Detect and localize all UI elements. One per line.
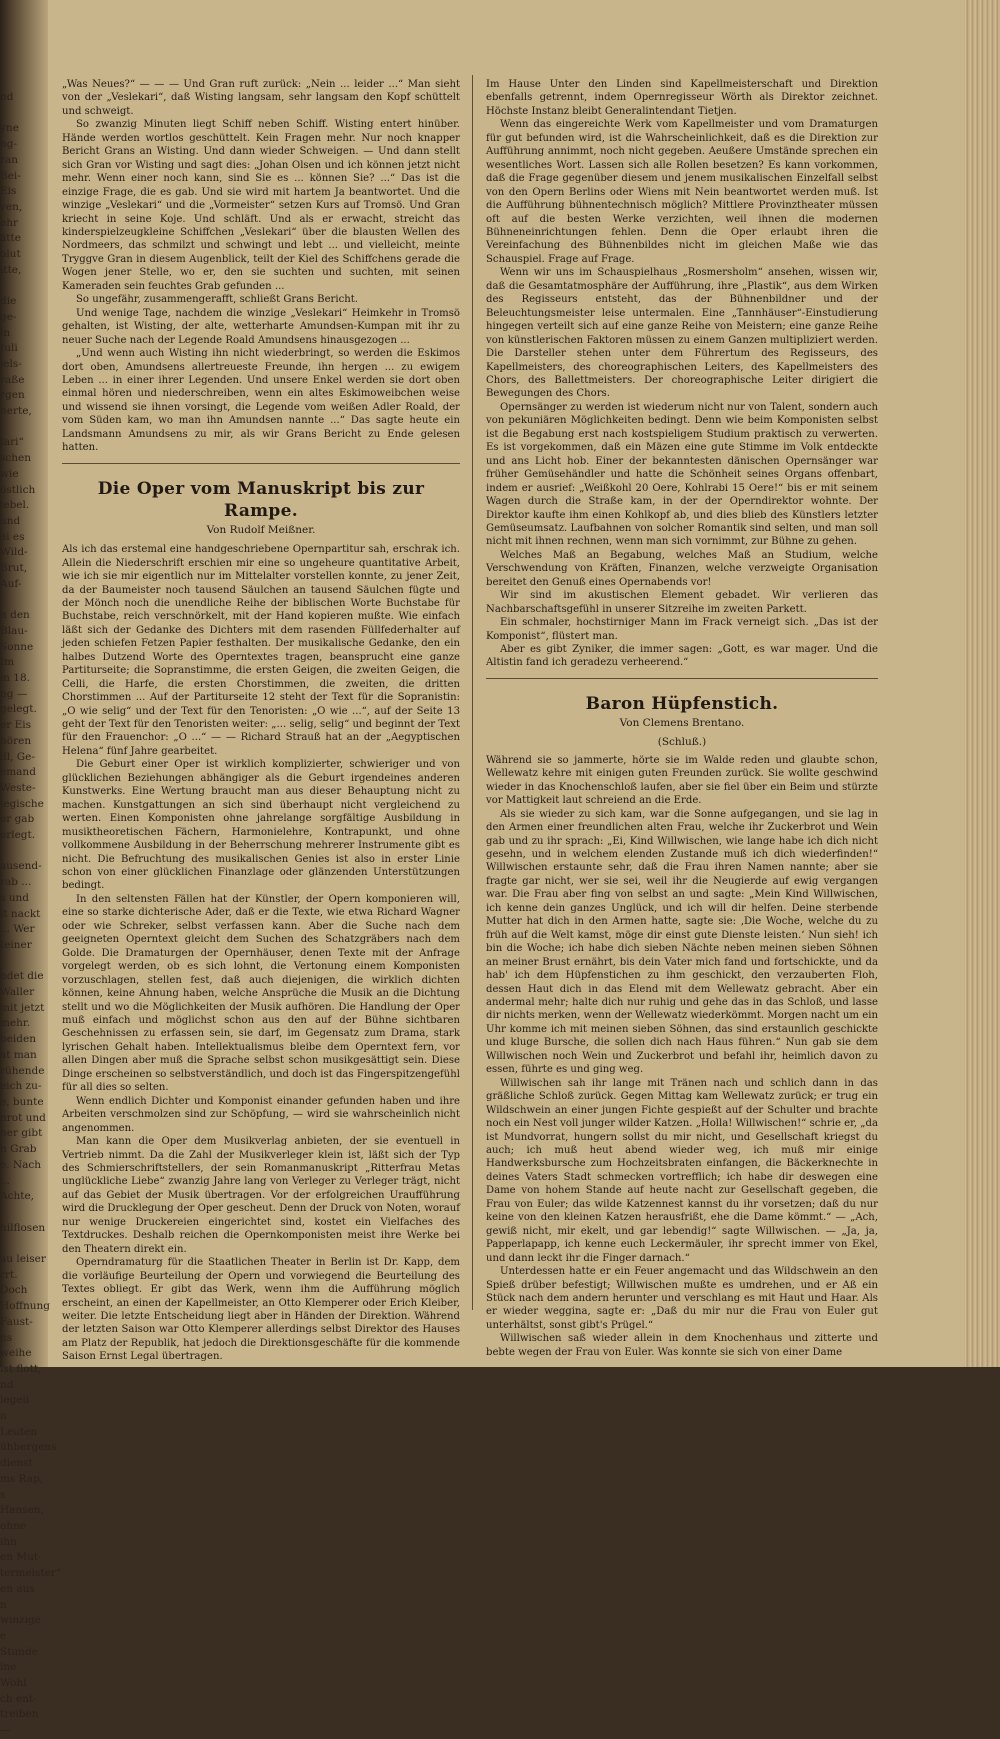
- margin-fragment-line: dienst: [0, 1457, 33, 1470]
- paragraph: Unterdessen hatte er ein Feuer angemacht und das Wildschwein an den Spieß drüber befestigt; Willwischen mußte es umdrehen, und er Aß ein Stück nach dem andern herunter und verschlang es mit Haut und Haar. Als er wieder weggina, sagte er: „Daß du mir nur die Frau von Euler gut unterhältst, sonst gibt's Prügel.“: [486, 1266, 878, 1331]
- margin-fragment-line: in: [0, 326, 11, 339]
- margin-fragment-line: n Grab: [0, 1143, 37, 1156]
- margin-fragment-line: ge-: [0, 310, 17, 323]
- paragraph: In den seltensten Fällen hat der Künstler, der Opern komponieren will, eine so starke dichterische Ader, daß er die Texte, wie etwa Richard Wagner oder wie Schreker, selbst verfassen kann. Aber die Suche nach dem geeigneten Operntext gleicht dem Suchen des Schatzgräbers nach dem Golde. Die Dramaturgen der Opernhäuser, denen Texte mit der Anfrage vorgelegt werden, ob es sich lohnt, die Vertonung einem Komponisten vorzuschlagen, stellen fest, daß auch diejenigen, die wirklich dichten können, keine Ahnung haben, welche Ansprüche die Musik an die Dichtung stellt und wo die Möglichkeiten der Musik aufhören. Die Handlung der Oper muß einfach und möglichst schon aus den auf der Bühne sichtbaren Geschehnissen zu erfassen sein, sie darf, im Gegensatz zum Drama, stark lyrischen Gehalt haben. Intellektualismus bleibe dem Operntext fern, vor allen Dingen aber muß die Sprache selbst schon musikgesättigt sein. Diese Dinge erscheinen so selbstverständlich, und doch ist das Fingerspitzengefühl für all dies so selten.: [62, 893, 460, 1094]
- margin-fragment-line: Brut,: [0, 562, 28, 575]
- margin-fragment-line: [0, 1205, 46, 1221]
- margin-fragment-line: emand: [0, 766, 36, 779]
- margin-fragment-line: hören: [0, 734, 32, 747]
- margin-fragment-line: Weste-: [0, 781, 36, 794]
- margin-fragment-line: ran: [0, 153, 19, 166]
- margin-fragment-line: Sonne: [0, 640, 34, 653]
- margin-fragment-line: treiben —: [0, 1708, 39, 1737]
- margin-fragment-line: [0, 420, 46, 436]
- margin-fragment-line: die: [0, 295, 17, 308]
- opera-article-headline: Die Oper vom Manuskript bis zur Rampe.: [97, 478, 425, 521]
- margin-fragment-line: Bei-: [0, 169, 21, 182]
- paragraph: So ungefähr, zusammengerafft, schließt Grans Bericht.: [76, 294, 359, 306]
- margin-fragment-line: ätte: [0, 232, 21, 245]
- margin-fragment-line: er gab: [0, 813, 35, 826]
- margin-fragment-line: rühende: [0, 1064, 45, 1077]
- margin-fragment-line: [0, 844, 46, 860]
- margin-fragment-line: ehr: [0, 216, 18, 229]
- margin-fragment-line: Auf-: [0, 577, 22, 590]
- margin-fragment-line: at man: [0, 1048, 37, 1061]
- paragraph: Willwischen saß wieder allein in dem Knochenhaus und zitterte und bebte wegen der Frau von Euler. Was konnte sie sich von einer Dame: [486, 1333, 878, 1358]
- margin-fragment-line: en Mut-: [0, 1551, 42, 1564]
- paragraph: „Und wenn auch Wisting ihn nicht wiederbringt, so werden die Eskimos dort oben, Amundsens allertreueste Freunde, ihn hergen ... zu ewigem Leben ... in einer ihrer Legenden. Und unsere Enkel werden sie dort oben einmal hören und niederschreiben, wenn ein altes Eskimoweibchen weise und wissend sie ihnen vorsingt, die Legende vom weißen Adler Roald, der vom Süden kam, wo man ihn Amundsen nannte ...“ Das sagte heute ein Landsmann Amundsens zu mir, als wir Grans Bericht zu Ende gelesen hatten.: [62, 348, 460, 454]
- margin-fragment-line: gelegt.: [0, 703, 37, 716]
- margin-fragment-line: mit jetzt: [0, 1001, 45, 1014]
- left-column: [62, 78, 460, 1363]
- margin-fragment-line: termeister“: [0, 1567, 62, 1580]
- margin-fragment-line: Juli: [0, 342, 18, 355]
- margin-fragment-line: it nackt: [0, 907, 41, 920]
- margin-fragment-line: ei es: [0, 530, 25, 543]
- margin-fragment-line: n den: [0, 609, 30, 622]
- margin-fragment-line: rgen: [0, 389, 25, 402]
- margin-fragment-line: rrt. Doch: [0, 1268, 28, 1297]
- margin-fragment-line: nd: [0, 91, 14, 103]
- margin-fragment-line: [0, 1236, 46, 1252]
- paragraph: Aber es gibt Zyniker, die immer sagen: „Gott, es war mager. Und die Altistin fand ich geradezu verheerend.“: [486, 644, 878, 669]
- margin-fragment-line: ns weihe: [0, 1331, 32, 1360]
- margin-fragment-line: lebel.: [0, 499, 30, 512]
- margin-fragment-line: n winzige: [0, 1598, 41, 1627]
- margin-fragment-line: nrot und: [0, 1111, 46, 1124]
- paragraph: Im Hause Unter den Linden sind Kapellmeisterschaft und Direktion ebenfalls getrennt, indem Opernregisseur Wörth als Direktor zeichnet. Höchste Instanz bleibt Generalintendant Tietjen.: [486, 79, 878, 117]
- margin-fragment-line: ... Achte,: [0, 1174, 34, 1203]
- paragraph: Als ich das erstemal eine handgeschriebene Opernpartitur sah, erschrak ich. Allein die Niederschrift erschien mir eine so ungeheure quantitative Arbeit, wie ich sie mir eigentlich nur im Mittelalter vorstellen konnte, zu jener Zeit, da der Baumeister noch tausend Säulchen an tausend Säulchen fügte und der Mönch noch die unendliche Reihe der biblischen Worte Buchstabe für Buchstabe, reich verschnörkelt, mit der Hand kopieren mußte. Wie einfach läßt sich der Gedanke des Dichters mit dem rasenden Füllfederhalter auf jeden schiefen Fetzen Papier festhalten. Der musikalische Gedanke, den ein halbes Dutzend Worte des Operntextes tragen, beansprucht eine ganze Partiturseite; die Sopranstimme, die ersten Geigen, die zweiten Geigen, die Celli, die Harfe, die ersten Chorstimmen, die zweiten, die dritten Chorstimmen ... Auf der Partiturseite 12 steht der Text für die Sopranistin: „O wie selig“ und der Text für den Tenoristen: „O wie ...“, auf der Seite 13 geht der Text für den Tenoristen weiter: „... selig, selig“ und beginnt der Text für den Frauenchor: „O ...“ — — Richard Strauß hat an der „Aegyptischen Helena“ fünf Jahre gearbeitet.: [62, 544, 460, 757]
- story-body: [486, 754, 878, 1359]
- margin-fragment-line: raße: [0, 373, 25, 386]
- paragraph: Opernsänger zu werden ist wiederum nicht nur von Talent, sondern auch von pekuniären Möglichkeiten bedingt. Denn wie beim Komponisten selbst ist die Begabung erst nach kostspieligem Studium praktisch zu verwerten. Es ist vorgekommen, daß ein Mäzen eine gute Stimme im Volk entdeckte und ans Licht hob. Einer der bekanntesten dänischen Opernsänger war früher Gemüsehändler und hatte die Schönheit seines Organs offenbart, indem er ausrief: „Weißkohl 20 Oere, Kohlrabi 15 Oere!“ bis er mit seinem Wagen durch die Straße kam, in der der Operndirektor wohnte. Der Direktor kaufte ihm einen Kohlkopf ab, und dies blieb des Künstlers letzter Gemüseumsatz. Laufbahnen von solcher Romantik sind selten, und man soll nicht mit ihnen rechnen, wenn man sich vornimmt, zur Bühne zu gehen.: [486, 401, 878, 548]
- story-headline: Baron Hüpfenstich.: [585, 693, 779, 714]
- margin-fragment-line: beiden: [0, 1033, 36, 1046]
- margin-fragment-line: Im: [0, 656, 15, 669]
- margin-fragment-line: [0, 593, 46, 609]
- margin-fragment-line: ausend-: [0, 860, 42, 873]
- opera-article-byline: Von Rudolf Meißner.: [206, 523, 316, 536]
- margin-fragment-line: Waller: [0, 986, 35, 999]
- paragraph: Und wenige Tage, nachdem die winzige „Veslekari“ Heimkehr in Tromsö gehalten, ist Wisting, der alte, wetterharte Amundsen-Kumpan mit ihr zu neuer Suche nach der Legende Roald Amundsens hinausgezogen ...: [62, 307, 460, 346]
- margin-fragment-line: teiner: [0, 938, 32, 951]
- margin-fragment-line: östlich: [0, 483, 36, 496]
- paragraph: Wenn wir uns im Schauspielhaus „Rosmersholm“ ansehen, wissen wir, daß die Gesamtatmosphäre der Aufführung, ihre „Plastik“, aus dem Wirken des Regisseurs entsteht, das der Bühnenbildner und der Beleuchtungsmeister leise untermalen. Eine „Tannhäuser“-Einstudierung hingegen verteilt sich auf eine ganze Reihe von Meistern; eine ganze Reihe von künstlerischen Faktoren müssen zu einem Ganzen multipliziert werden. Die Darsteller stehen unter dem Führertum des Regisseurs, des Kapellmeisters, des choreographischen Leiters, des Kapellmeisters des Chors, des Ballettmeisters. Der choreographische Leiter dirigiert die Bewegungen des Chors.: [486, 267, 878, 400]
- amundsen-article-ending: [62, 78, 460, 455]
- margin-fragment-line: [0, 954, 46, 970]
- paragraph: Wir sind im akustischen Element gebadet. Wir verlieren das Nachbarschaftsgefühl in unserer Sitzreihe im zweiten Parkett.: [486, 590, 878, 615]
- paragraph: Ein schmaler, hochstirniger Mann im Frack verneigt sich. „Das ist der Komponist“, flüstert man.: [486, 617, 878, 642]
- paragraph: „Was Neues?“ — — — Und Gran ruft zurück: „Nein ... leider ...“ Man sieht von der „Veslekari“, daß Wisting langsam, sehr langsam den Kopf schüttelt und schweigt.: [62, 79, 460, 117]
- margin-fragment-line: ine Wohl: [0, 1661, 27, 1690]
- margin-fragment-line: ner gibt: [0, 1127, 43, 1140]
- margin-fragment-line: itte,: [0, 263, 22, 276]
- margin-fragment-line: ohne ihn: [0, 1519, 27, 1548]
- margin-fragment-line: Blau-: [0, 624, 28, 637]
- margin-fragment-line: en aus: [0, 1582, 35, 1595]
- paragraph: Welches Maß an Begabung, welches Maß an Studium, welche Verschwendung von Kräften, Finanzen, welche verzweigte Organisation bereitet den Genuß eines Opernabends vor!: [486, 549, 878, 588]
- paragraph: Man kann die Oper dem Musikverlag anbieten, der sie eventuell in Vertrieb nimmt. Da die Zahl der Musikverleger klein ist, läßt sich der Typ des Schmierschriftstellers, der sein Romanmanuskript „Ritterfrau Metas unglückliche Liebe“ zwanzig Jahre lang von Verleger zu Verleger trägt, nicht auf das Gebiet der Musik übertragen. Vor der erfolgreichen Uraufführung wird die Drucklegung der Oper gescheut. Denn der Druck von Noten, worauf nur wenige Druckereien eingerichtet sind, kostet ein Vielfaches des Textdruckes. Deshalb reichen die Opernkomponisten meist ihre Werke bei den Theatern direkt ein.: [62, 1136, 460, 1255]
- margin-fragment-line: ch ent-: [0, 1692, 37, 1705]
- margin-fragment-line: ühbergens: [0, 1441, 57, 1454]
- margin-fragment-line: [0, 278, 46, 294]
- margin-fragment-line: Wild-: [0, 546, 28, 559]
- margin-fragment-line: yne: [0, 122, 19, 135]
- margin-fragment-line: s Hansen,: [0, 1488, 44, 1517]
- margin-fragment-line: fari“: [0, 436, 24, 449]
- margin-fragment-line: nerte,: [0, 405, 32, 418]
- right-column: [486, 78, 878, 1358]
- paragraph: Wenn endlich Dichter und Komponist einander gefunden haben und ihre Arbeiten verschmolzen sind zur Schöpfung, — wird sie wahrscheinlich nicht angenommen.: [62, 1095, 460, 1134]
- previous-page-margin-fragments: [0, 90, 62, 1737]
- margin-fragment-line: e Stunde: [0, 1629, 38, 1658]
- margin-fragment-line: m 18.: [0, 672, 30, 685]
- opera-article-body: [62, 543, 460, 1364]
- margin-fragment-line: nd legeli: [0, 1378, 30, 1407]
- paragraph: Als sie wieder zu sich kam, war die Sonne aufgegangen, und sie lag in den Armen einer freundlichen alten Frau, welche ihr Zuckerbrot und Wein gab und zu ihr sprach: „Ei, Kind Willwischen, wie lange habe ich dich nicht gesehn, und in welchem elenden Zustande muß ich dich wiederfinden!“ Willwischen erstaunte sehr, daß die Frau ihren Namen nannte; aber sie fragte gar nicht, wer sie sei, weil ihr die Neugierde auf ewig vergangen war. Die Frau aber fing von selbst an und sagte: „Mein Kind Willwischen, ich kenne dein ganzes Unglück, und ich will dir helfen. Deine sterbende Mutter hat dich in den Armen hatte, sagte sie: ‚Die Woche, welche du zu früh auf die Welt kamst, möge dir einst gute Dienste leisten.‘ Nun sieh! ich bin die Woche; ich habe dich sieben Nächte neben meinen sieben Söhnen an meiner Brust ernährt, bis dein Vater mich fand und fortschickte, und da hab' ich dem Hüpfenstichen zu ihm geschickt, den verzauberten Floh, dessen Haut dich in das Elend mit dem Wellewatz gebracht. Aber ein andermal mehr; halte dich nur ruhig und gehe das in das Schloß, und lasse dir nichts merken, wenn der Wellewatz wiederkömmt. Morgen nacht um ein Uhr komme ich mit meinen sieben Söhnen, das sind erstaunlich geschickte und kluge Bursche, die sollen dich nach Haus führen.“ Nun gab sie dem Willwischen noch Wein und Zuckerbrot und befahl ihr, heimlich davon zu essen, führte es und ging weg.: [486, 808, 878, 1076]
- column-separator-rule: [62, 463, 460, 464]
- margin-fragment-line: ... Wer: [0, 923, 35, 936]
- margin-fragment-line: und: [0, 514, 21, 527]
- margin-fragment-line: ist flott,: [0, 1362, 42, 1375]
- margin-fragment-line: legische: [0, 797, 44, 810]
- margin-fragment-line: ndet die: [0, 970, 44, 983]
- page-edge-stack: [964, 0, 1000, 1367]
- margin-fragment-line: erlegt.: [0, 829, 36, 842]
- paragraph: Wenn das eingereichte Werk vom Kapellmeister und vom Dramaturgen für gut befunden wird, ist die Wahrscheinlichkeit, daß es die Direktion zur Aufführung annimmt, noch nicht gegeben. Aeußere Umstände sprechen ein wesentliches Wort. Lassen sich alle Rollen besetzen? Es kann vorkommen, daß die Frage gegenüber diesem und jenem musikalischen Einzelfall selbst von den Opern Berlins oder Wiens mit Nein beantwortet werden muß. Ist die Aufführung bühnentechnisch möglich? Mittlere Provinztheater müssen oft auf die besten Werke verzichten, weil ihnen die modernen Bühneneinrichtungen fehlen. Denn die Oper erlaubt ihren die Vereinfachung des Bühnenbildes nicht im gleichen Maße wie das Schauspiel. Frage auf Frage.: [486, 119, 878, 265]
- margin-fragment-line: Eis: [0, 185, 17, 198]
- margin-fragment-line: e. Nach: [0, 1158, 41, 1171]
- paragraph: Operndramaturg für die Staatlichen Theater in Berlin ist Dr. Kapp, dem die vorläufige Beurteilung der Opern und vorwiegend die Beurteilung des Textes obliegt. Er gibt das Werk, wenn ihm die Aufführung möglich erscheint, an einen der Kapellmeister, an Otto Klemperer oder Erich Kleiber, weiter. Die letzte Entscheidung liegt aber in Händen der Direktion. Während der letzten Saison war Otto Klemperer allerdings selbst Direktor des Hauses am Platz der Republik, hat jedoch die Direktionsgeschäfte für die kommende Saison Ernst Legal übertragen.: [62, 1257, 460, 1363]
- paragraph: Willwischen sah ihr lange mit Tränen nach und schlich dann in das gräßliche Schloß zurück. Gegen Mittag kam Wellewatz zurück; er trug ein Wildschwein an einer jungen Fichte gespießt auf der Schulter und brachte noch ein Nest voll junger wilder Katzen. „Holla! Willwischen!“ schrie er, „da ist Mundvorrat, hungern sollst du mir nicht, und Gesellschaft kriegst du auch; ich muß heut abend wieder weg, ich muß mir einige Handwerksbursche zum Hochzeitsbraten einfangen, die Bäckerknechte in deines Vaters Stadt schmecken vortrefflich; ich habe dir deswegen eine Dame von hohem Stande auf heute nacht zur Gesellschaft gegeben, die Frau von Euler; das wilde Katzennest kannst du ihr vorsetzen; daß du nur keine von den kleinen Katzen herausfrißt, ehe die Dame kömmt.“ — „Ach, gewiß nicht, mir ekelt, und gar lebendig!“ sagte Willwischen. — „Ja, ja, Papperlapapp, ich kenne euch Leckermäuler, ihr sprecht immer von Ekel, und dann leckt ihr die Finger darnach.“: [486, 1077, 878, 1264]
- margin-fragment-line: wie: [0, 467, 19, 480]
- margin-fragment-line: e, bunte: [0, 1096, 44, 1108]
- margin-fragment-line: ng-: [0, 138, 18, 151]
- story-byline: Von Clemens Brentano.: [619, 716, 745, 729]
- margin-fragment-line: ven,: [0, 200, 23, 213]
- opera-article-continuation: [486, 78, 878, 670]
- margin-fragment-line: s und: [0, 891, 29, 904]
- margin-fragment-line: n Leuten: [0, 1410, 38, 1438]
- margin-fragment-line: [0, 106, 46, 122]
- margin-fragment-line: jels-: [0, 357, 22, 370]
- margin-fragment-line: ms Rap,: [0, 1472, 44, 1485]
- margin-fragment-line: schen: [0, 452, 32, 465]
- margin-fragment-line: eich zu-: [0, 1080, 42, 1093]
- margin-fragment-line: er Eis: [0, 719, 31, 732]
- margin-fragment-line: ng —: [0, 687, 28, 700]
- story-subline: (Schluß.): [657, 736, 707, 749]
- margin-fragment-line: hilflosen: [0, 1221, 46, 1234]
- margin-fragment-line: rab ...: [0, 876, 32, 889]
- paragraph: Die Geburt einer Oper ist wirklich komplizierter, schwieriger und von glücklichen Beziehungen abhängiger als die Geburt irgendeines anderen Kunstwerks. Eine Wertung braucht man aus dieser Behauptung nicht zu machen. Kunstgattungen an sich sind überhaupt nicht vergleichend zu werten. Einen Komponisten ohne jahrelange sorgfältige Ausbildung in musiktheoretischen Fächern, Harmonielehre, Kontrapunkt, und ohne vollkommene Ausbildung in der Beherrschung mehrerer Instrumente gibt es nicht. Die Befruchtung des musikalischen Genies ist also in erster Linie schon von einer glücklichen Finanzlage oder glänzenden Unterstützungen bedingt.: [62, 759, 460, 892]
- margin-fragment-line: Hoffnung: [0, 1300, 50, 1313]
- margin-fragment-line: ill, Ge-: [0, 750, 35, 763]
- paragraph: So zwanzig Minuten liegt Schiff neben Schiff. Wisting entert hinüber. Hände werden wortlos geschüttelt. Kein Fragen mehr. Nur noch knapper Bericht Grans an Wisting. Und dann wieder Schweigen. — Und dann stellt sich Gran vor Wisting und sagt dies: „Johan Olsen und ich können jetzt nicht mehr. Wenn einer noch kann, sind Sie es ... können Sie? ...“ Das ist die einzige Frage, die es gab. Und sie wird mit hartem Ja beantwortet. Und die winzige „Veslekari“ und die „Vormeister“ setzen Kurs auf Tromsö. Und Gran kriecht in seine Koje. Und schläft. Und als er erwacht, streicht das kinderspielzeugkleine Schiffchen „Veslekari“ über die blausten Wellen des Nordmeers, das schmilzt und schwingt und lebt ... und vielleicht, meinte Tryggve Gran in diesem Augenblick, teilt der Kiel des Schiffchens gerade die Wogen jener Stelle, wo er, den sie suchten und suchten, mit seinen Kameraden sein feuchtes Grab gefunden ...: [62, 119, 460, 292]
- story-separator-rule: [486, 678, 878, 679]
- margin-fragment-line: au leiser: [0, 1253, 46, 1266]
- paragraph: Während sie so jammerte, hörte sie im Walde reden und glaubte schon, Wellewatz kehre mit einigen guten Freunden zurück. Sie wollte geschwind wieder in das Knochenschloß laufen, aber sie fiel über ein Beim und stürzte vor Mattigkeit laut schreiend an die Erde.: [486, 754, 878, 807]
- margin-fragment-line: mehr.: [0, 1017, 31, 1030]
- column-divider: [472, 75, 473, 1310]
- margin-fragment-line: Faust-: [0, 1315, 33, 1328]
- margin-fragment-line: olut: [0, 248, 21, 261]
